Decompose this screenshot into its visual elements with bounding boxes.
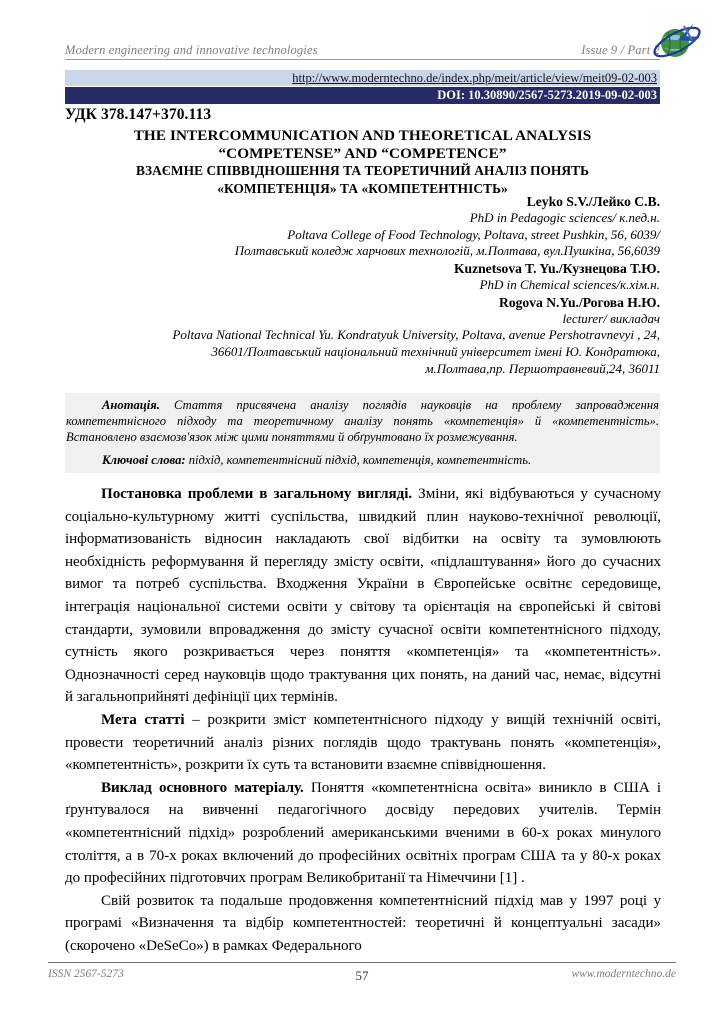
title-ua-line-1: ВЗАЄМНЕ СПІВВІДНОШЕННЯ ТА ТЕОРЕТИЧНИЙ АНАЛІЗ ПОНЯТЬ (135, 163, 590, 178)
issue-label: Issue 9 / Part 2 (581, 43, 660, 57)
keywords-paragraph (66, 452, 659, 468)
doi-text[interactable]: DOI: 10.30890/2567-5273.2019-09-02-003 (437, 88, 657, 102)
author-name-2: Kuznetsova T. Yu./Кузнецова Т.Ю. (453, 261, 660, 277)
abstract-block (65, 393, 660, 473)
body-paragraph-2 (65, 709, 661, 777)
author-degree-3: lecturer/ викладач (562, 310, 660, 326)
keywords-label: Ключові слова: (102, 452, 186, 467)
body-text (65, 483, 661, 957)
article-url[interactable]: http://www.moderntechno.de/index.php/meit/article/view/meit09-02-003 (292, 71, 657, 85)
body-paragraph-4 (65, 890, 661, 958)
author-degree-1: PhD in Pedagogic sciences/ к.пед.н. (469, 210, 660, 225)
body-lead-3: Виклад основного матеріалу. (101, 779, 304, 796)
issn-label: ISSN 2567-5273 (48, 968, 124, 980)
body-text-1: Зміни, які відбуваються у сучасному соціально-культурному житті суспільства, швидкий плин науково-технічної революції, інформатизованість відносин накладають свої відбитки на освіту та зумовлюють необхідність реформування й перегляду змісту освіти, «підлаштування» його до сучасних вимог та потреб суспільства. Входження України в Європейське освітнє середовище, інтеграція національної системи освіти у світову та орієнтація на європейські й світові стандарти, зумовили впровадження до змісту сучасної освіти компетентнісного підходу, сутність якого розкривається через поняття «компетенція» та «компетентність». Однозначності серед науковців щодо трактування цих понять, на даний час, немає, відсутні й загальноприйняті дефініції цих термінів. (65, 486, 661, 706)
page-footer (48, 968, 676, 983)
title-ua-line-2: «КОМПЕТЕНЦІЯ» ТА «КОМПЕТЕНТНІСТЬ» (217, 180, 508, 196)
running-header (65, 36, 660, 60)
body-lead-2: Мета статті (101, 711, 185, 728)
author-affiliation-ua-3b: м.Полтава,пр. Першотравневий,24, 36011 (425, 360, 660, 376)
abstract-label: Анотація. (102, 398, 160, 412)
body-text-3: Поняття «компетентнісна освіта» виникло в США і ґрунтувалося на вивченні педагогічного досвіду передових учителів. Термін «компетентнісний підхід» розроблений американськими вченими в 60-х роках минулого століття, а в 70-х роках включений до професійних освітніх програм США та у 80-х роках до професійних підготовчих програм Великобританії та Німеччини [1] . (65, 779, 661, 887)
author-affiliation-en-1: Poltava College of Food Technology, Poltava, street Pushkin, 56, 6039/ (287, 226, 660, 242)
author-name-3: Rogova N.Yu./Рогова Н.Ю. (499, 294, 660, 310)
body-text-2: – розкрити зміст компетентнісного підходу у вищій технічній освіті, провести теоретичний аналіз різних поглядів щодо трактувань понять «компетенція», «компетентність», розкрити їх суть та встановити взаємне співвідношення. (65, 711, 661, 774)
author-degree-2: PhD in Chemical sciences/к.хім.н. (479, 277, 660, 293)
udk-code: УДК 378.147+370.113 (65, 106, 212, 123)
footer-divider (48, 962, 676, 963)
body-paragraph-1 (65, 483, 661, 709)
globe-orbit-logo-icon (648, 20, 710, 64)
author-affiliation-ua-1: Полтавський коледж харчових технологій, м.Полтава, вул.Пушкіна, 56,6039 (234, 243, 660, 259)
author-affiliation-en-3: Poltava National Technical Yu. Kondratyuk University, Poltava, avenue Pershotravnevyi , 24, (172, 327, 660, 343)
title-en-line-2: “COMPETENSE” AND “COMPETENCE” (218, 144, 507, 162)
page-number: 57 (355, 968, 369, 983)
abstract-paragraph (66, 397, 659, 446)
author-name-1: Leyko S.V./Лейко С.В. (526, 194, 660, 209)
website-label: www.moderntechno.de (571, 968, 676, 980)
title-block (65, 127, 660, 197)
title-en-line-1: THE INTERCOMMUNICATION AND THEORETICAL ANALYSIS (133, 127, 592, 144)
article-url-band[interactable] (65, 70, 660, 86)
journal-title: Modern engineering and innovative technologies (65, 43, 318, 57)
doi-band[interactable] (65, 87, 660, 104)
body-text-4: Свій розвиток та подальше продовження компетентнісний підхід мав у 1997 році у програмі «Визначення та відбір компетентностей: теоретичні й концептуальні засади» (скорочено «DeSeCo») в рамках Федерального (65, 892, 661, 954)
author-affiliation-ua-3a: 36601/Полтавський національний технічний університет імені Ю. Кондратюка, (211, 343, 660, 359)
body-lead-1: Постановка проблеми в загальному вигляді. (101, 486, 413, 502)
authors-block (65, 193, 660, 377)
keywords-text: підхід, компетентнісний підхід, компетенція, компетентність. (185, 452, 532, 467)
abstract-text: Стаття присвячена аналізу поглядів науковців на проблему запровадження компетентнісного підходу та теоретичному аналізу понять «компетенція» й «компетентність». Встановлено взаємозв'язок між цими поняттями й обґрунтовано їх розмежування. (66, 398, 659, 445)
body-paragraph-3 (65, 777, 661, 890)
